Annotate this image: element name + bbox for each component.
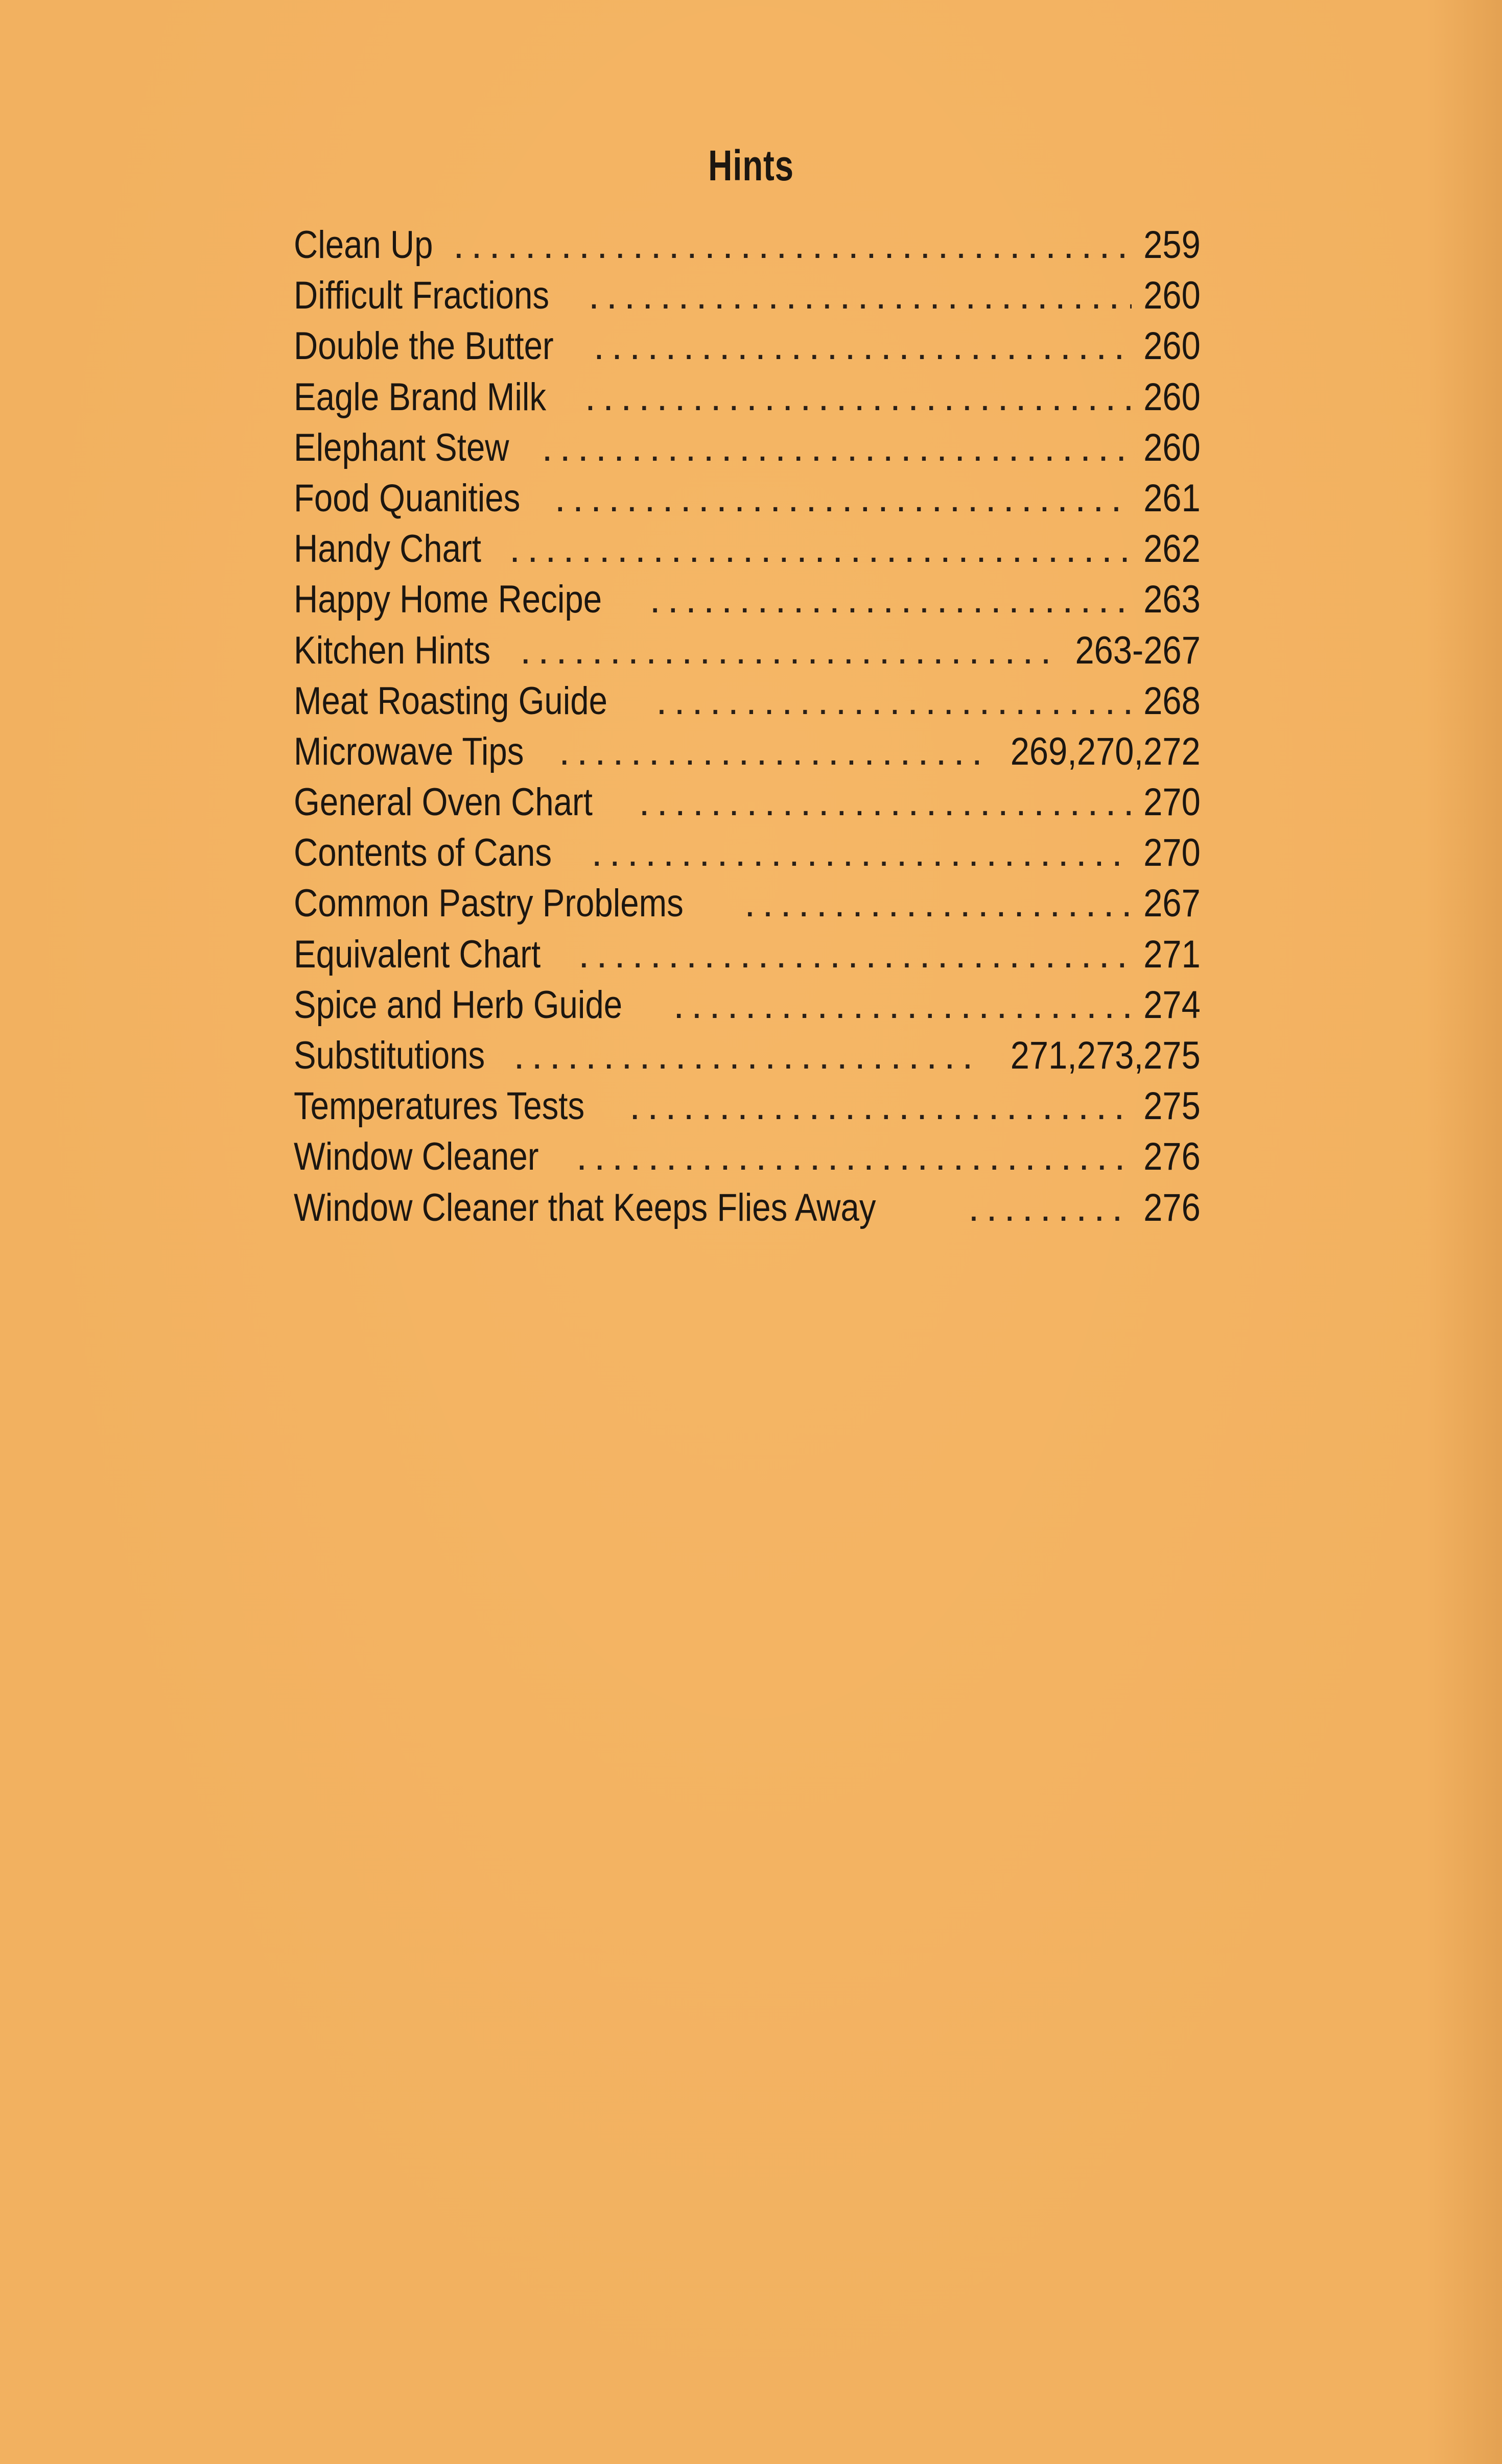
dot-leader bbox=[514, 1030, 981, 1081]
index-entry bbox=[294, 777, 1201, 827]
entry-label: Clean Up bbox=[294, 223, 433, 267]
dot-leader bbox=[453, 220, 1132, 270]
index-entry bbox=[294, 321, 1201, 371]
dot-leader bbox=[509, 524, 1132, 574]
dot-leader bbox=[592, 827, 1132, 878]
entry-page-number: 275 bbox=[1143, 1084, 1201, 1128]
entry-page-number: 268 bbox=[1143, 679, 1201, 723]
index-entry bbox=[294, 878, 1201, 929]
entry-label: Temperatures Tests bbox=[294, 1084, 585, 1128]
entry-page-number: 262 bbox=[1143, 527, 1201, 571]
dot-leader bbox=[650, 574, 1132, 625]
entry-page-number: 260 bbox=[1143, 324, 1201, 368]
index-entry bbox=[294, 827, 1201, 878]
entry-label: Eagle Brand Milk bbox=[294, 375, 547, 419]
entry-page-number: 260 bbox=[1143, 375, 1201, 419]
dot-leader bbox=[968, 1182, 1132, 1233]
index-entry bbox=[294, 676, 1201, 726]
entry-page-number: 276 bbox=[1143, 1186, 1201, 1229]
entry-label: Spice and Herb Guide bbox=[294, 983, 623, 1027]
index-entry bbox=[294, 270, 1201, 321]
entry-page-number: 269,270,272 bbox=[1011, 729, 1201, 773]
entry-page-number: 259 bbox=[1143, 223, 1201, 267]
entry-page-number: 261 bbox=[1143, 476, 1201, 520]
index-list bbox=[294, 220, 1201, 1233]
entry-label: Microwave Tips bbox=[294, 729, 524, 773]
index-entry bbox=[294, 726, 1201, 777]
index-entry bbox=[294, 929, 1201, 980]
dot-leader bbox=[639, 777, 1132, 827]
entry-page-number: 263-267 bbox=[1075, 628, 1201, 672]
dot-leader bbox=[673, 980, 1132, 1030]
dot-leader bbox=[542, 422, 1132, 473]
entry-page-number: 270 bbox=[1143, 780, 1201, 824]
entry-label: Happy Home Recipe bbox=[294, 578, 602, 622]
entry-label: Window Cleaner bbox=[294, 1135, 539, 1179]
index-entry bbox=[294, 574, 1201, 625]
dot-leader bbox=[656, 676, 1132, 726]
index-entry bbox=[294, 625, 1201, 676]
index-entry bbox=[294, 524, 1201, 574]
entry-label: Handy Chart bbox=[294, 527, 481, 571]
entry-page-number: 260 bbox=[1143, 425, 1201, 469]
dot-leader bbox=[578, 929, 1132, 980]
dot-leader bbox=[629, 1081, 1132, 1131]
dot-leader bbox=[555, 473, 1132, 524]
entry-label: Difficult Fractions bbox=[294, 274, 550, 318]
entry-label: Common Pastry Problems bbox=[294, 882, 684, 926]
entry-label: General Oven Chart bbox=[294, 780, 593, 824]
dot-leader bbox=[559, 726, 980, 777]
index-entry bbox=[294, 473, 1201, 524]
entry-label: Window Cleaner that Keeps Flies Away bbox=[294, 1186, 876, 1229]
dot-leader bbox=[520, 625, 1054, 676]
entry-page-number: 271 bbox=[1143, 932, 1201, 976]
index-entry bbox=[294, 1030, 1201, 1081]
page-title: Hints bbox=[708, 141, 794, 190]
dot-leader bbox=[589, 270, 1132, 321]
entry-label: Substitutions bbox=[294, 1034, 485, 1077]
entry-page-number: 274 bbox=[1143, 983, 1201, 1027]
entry-label: Double the Butter bbox=[294, 324, 554, 368]
index-entry bbox=[294, 372, 1201, 422]
index-entry bbox=[294, 1131, 1201, 1182]
entry-page-number: 271,273,275 bbox=[1011, 1034, 1201, 1077]
entry-label: Contents of Cans bbox=[294, 831, 552, 875]
index-entry bbox=[294, 220, 1201, 270]
entry-page-number: 263 bbox=[1143, 578, 1201, 622]
entry-label: Food Quanities bbox=[294, 476, 521, 520]
index-entry bbox=[294, 1081, 1201, 1131]
entry-label: Equivalent Chart bbox=[294, 932, 541, 976]
entry-page-number: 270 bbox=[1143, 831, 1201, 875]
index-entry bbox=[294, 422, 1201, 473]
entry-page-number: 276 bbox=[1143, 1135, 1201, 1179]
index-entry bbox=[294, 1182, 1201, 1233]
entry-page-number: 260 bbox=[1143, 274, 1201, 318]
entry-page-number: 267 bbox=[1143, 882, 1201, 926]
entry-label: Elephant Stew bbox=[294, 425, 509, 469]
entry-label: Kitchen Hints bbox=[294, 628, 491, 672]
dot-leader bbox=[585, 372, 1132, 422]
dot-leader bbox=[744, 878, 1132, 929]
entry-label: Meat Roasting Guide bbox=[294, 679, 607, 723]
dot-leader bbox=[576, 1131, 1132, 1182]
dot-leader bbox=[594, 321, 1132, 371]
index-entry bbox=[294, 980, 1201, 1030]
